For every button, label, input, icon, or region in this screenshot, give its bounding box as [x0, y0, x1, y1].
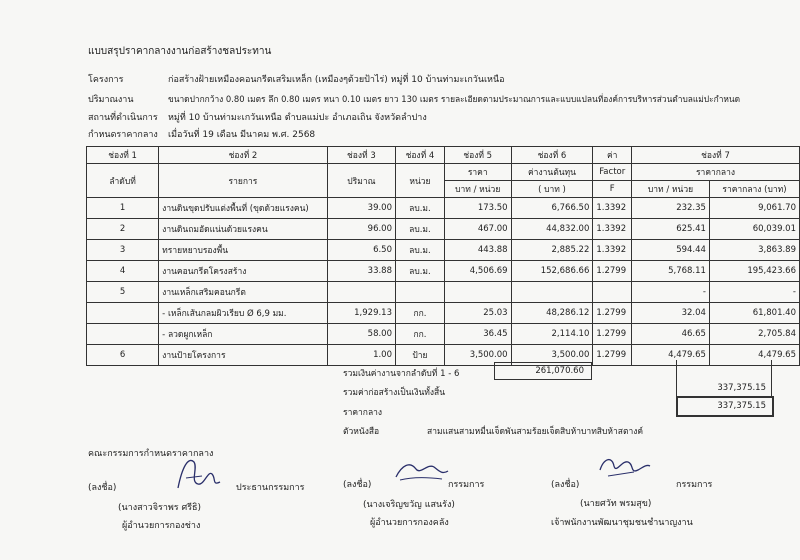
- project-label: โครงการ: [88, 75, 124, 85]
- cost-cell: 2,114.10: [511, 324, 593, 345]
- cost-cell: 44,832.00: [511, 219, 593, 240]
- cost-cell: [511, 282, 593, 303]
- header-item: รายการ: [159, 164, 328, 198]
- item-cell: งานดินถมอัดแน่นด้วยแรงคน: [159, 219, 328, 240]
- order-cell: 6: [87, 345, 159, 366]
- project-value: ก่อสร้างฝ้ายเหมืองคอนกรีตเสริมเหล็ก (เหมืองๆต้วยป้าไร่) หมู่ที่ 10 บ้านท่ามะเกวันเหนือ: [168, 75, 505, 85]
- order-cell: 5: [87, 282, 159, 303]
- chairman-sign-label: (ลงชื่อ): [88, 483, 117, 493]
- member2-name: (นายศวัท พรมสุข): [580, 499, 652, 509]
- date-label: กำหนดราคากลาง: [88, 130, 158, 140]
- price-cell: 4,506.69: [444, 261, 511, 282]
- factor-cell: 1.3392: [593, 198, 632, 219]
- col-header-6: ช่องที่ 6: [511, 147, 593, 164]
- order-cell: [87, 324, 159, 345]
- quantity-cell: 1,929.13: [327, 303, 395, 324]
- col-header-1: ช่องที่ 1: [87, 147, 159, 164]
- header-median-price: ราคากลาง: [632, 164, 800, 181]
- median-unit-cell: 5,768.11: [632, 261, 710, 282]
- quantity-cell: 58.00: [327, 324, 395, 345]
- table-row: [87, 261, 800, 282]
- cost-cell: 48,286.12: [511, 303, 593, 324]
- quantity-cell: 1.00: [327, 345, 395, 366]
- median-total-cell: 2,705.84: [709, 324, 799, 345]
- median-unit-cell: -: [632, 282, 710, 303]
- member2-role: กรรมการ: [676, 480, 713, 490]
- median-unit-cell: 46.65: [632, 324, 710, 345]
- total-column-box: [676, 360, 772, 397]
- document-title: แบบสรุปราคากลางงานก่อสร้างชลประทาน: [88, 46, 272, 57]
- chairman-role: ประธานกรรมการ: [236, 483, 305, 493]
- median-total-cell: 60,039.01: [709, 219, 799, 240]
- quantity-value: ขนาดปากกว้าง 0.80 เมตร ลึก 0.80 เมตร หนา 0.10 เมตร ยาว 130 เมตร รายละเอียดตามประมาณการและแบบแปลนที่องค์การบริหารส่วนตำบลแม่ปะกำหนด: [168, 94, 741, 104]
- item-cell: - ลวดผูกเหล็ก: [159, 324, 328, 345]
- chairman-name: (นางสาวจิราพร ศรีธิ): [118, 503, 202, 513]
- total-value: 337,375.15: [717, 383, 766, 393]
- quantity-cell: 39.00: [327, 198, 395, 219]
- order-cell: 1: [87, 198, 159, 219]
- header-factor-f: F: [593, 181, 632, 198]
- unit-cell: ลบ.ม.: [396, 240, 445, 261]
- words-value: สามแสนสามหมื่นเจ็ดพันสามร้อยเจ็ดสิบห้าบาทสิบห้าสตางค์: [427, 427, 644, 437]
- factor-cell: 1.2799: [593, 324, 632, 345]
- table-row: [87, 303, 800, 324]
- median-total-cell: 195,423.66: [709, 261, 799, 282]
- header-quantity: ปริมาณ: [327, 164, 395, 198]
- col-header-factor: ค่า: [593, 147, 632, 164]
- date-value: เมื่อวันที่ 19 เดือน มีนาคม พ.ศ. 2568: [168, 130, 316, 140]
- order-cell: 4: [87, 261, 159, 282]
- median-unit-cell: 594.44: [632, 240, 710, 261]
- committee-heading: คณะกรรมการกำหนดราคากลาง: [88, 449, 214, 459]
- median-total-cell: 9,061.70: [709, 198, 799, 219]
- table-row: [87, 219, 800, 240]
- price-cell: 173.50: [444, 198, 511, 219]
- col-header-2: ช่องที่ 2: [159, 147, 328, 164]
- order-cell: 2: [87, 219, 159, 240]
- factor-cell: [593, 282, 632, 303]
- unit-cell: ป้าย: [396, 345, 445, 366]
- sum-value: 261,070.60: [535, 366, 584, 376]
- table-body: [87, 198, 800, 366]
- quantity-cell: 96.00: [327, 219, 395, 240]
- price-cell: [444, 282, 511, 303]
- order-cell: 3: [87, 240, 159, 261]
- median-total-cell: 4,479.65: [709, 345, 799, 366]
- unit-cell: [396, 282, 445, 303]
- header-unit: หน่วย: [396, 164, 445, 198]
- header-price: ราคา: [444, 164, 511, 181]
- signature-member-1: [392, 455, 452, 485]
- header-order: ลำดับที่: [87, 164, 159, 198]
- header-row-a: [87, 164, 800, 181]
- quantity-cell: 6.50: [327, 240, 395, 261]
- median-unit-cell: 232.35: [632, 198, 710, 219]
- header-factor: Factor: [593, 164, 632, 181]
- signature-member-2: [594, 452, 654, 482]
- median-value: 337,375.15: [717, 401, 766, 411]
- chairman-position: ผู้อำนวยการกองช่าง: [122, 521, 201, 531]
- quantity-cell: [327, 282, 395, 303]
- header-cost: ค่างานต้นทุน: [511, 164, 593, 181]
- cost-cell: 3,500.00: [511, 345, 593, 366]
- factor-cell: 1.3392: [593, 219, 632, 240]
- member2-position: เจ้าพนักงานพัฒนาชุมชนชำนาญงาน: [551, 518, 693, 528]
- median-total-cell: 3,863.89: [709, 240, 799, 261]
- table-row: [87, 282, 800, 303]
- header-median-unit: บาท / หน่วย: [632, 181, 710, 198]
- total-label: รวมค่าก่อสร้างเป็นเงินทั้งสิ้น: [343, 388, 446, 398]
- price-cell: 3,500.00: [444, 345, 511, 366]
- member1-position: ผู้อำนวยการกองคลัง: [370, 518, 449, 528]
- price-cell: 467.00: [444, 219, 511, 240]
- col-header-5: ช่องที่ 5: [444, 147, 511, 164]
- median-label: ราคากลาง: [343, 408, 383, 418]
- cost-cell: 6,766.50: [511, 198, 593, 219]
- location-value: หมู่ที่ 10 บ้านท่ามะเกวันเหนือ ตำบลแม่ปะ อำเภอเถิน จังหวัดลำปาง: [168, 113, 427, 123]
- signature-chairman: [168, 448, 228, 494]
- unit-cell: ลบ.ม.: [396, 198, 445, 219]
- member1-sign-label: (ลงชื่อ): [343, 480, 372, 490]
- price-cell: 443.88: [444, 240, 511, 261]
- factor-cell: 1.2799: [593, 345, 632, 366]
- item-cell: ทรายหยาบรองพื้น: [159, 240, 328, 261]
- column-number-row: [87, 147, 800, 164]
- location-label: สถานที่ดำเนินการ: [88, 113, 158, 123]
- col-header-7: ช่องที่ 7: [632, 147, 800, 164]
- member1-role: กรรมการ: [448, 480, 485, 490]
- unit-cell: กก.: [396, 324, 445, 345]
- price-cell: 36.45: [444, 324, 511, 345]
- item-cell: งานคอนกรีตโครงสร้าง: [159, 261, 328, 282]
- quantity-cell: 33.88: [327, 261, 395, 282]
- table-row: [87, 240, 800, 261]
- header-price-unit: บาท / หน่วย: [444, 181, 511, 198]
- words-label: ตัวหนังสือ: [343, 427, 380, 437]
- header-median-total: ราคากลาง (บาท): [709, 181, 799, 198]
- unit-cell: กก.: [396, 303, 445, 324]
- item-cell: - เหล็กเส้นกลมผิวเรียบ Ø 6,9 มม.: [159, 303, 328, 324]
- item-cell: งานดินขุดปรับแต่งพื้นที่ (ขุดด้วยแรงคน): [159, 198, 328, 219]
- member1-name: (นางเจริญขวัญ แสนรัง): [363, 500, 455, 510]
- factor-cell: 1.2799: [593, 303, 632, 324]
- factor-cell: 1.3392: [593, 240, 632, 261]
- unit-cell: ลบ.ม.: [396, 219, 445, 240]
- bill-of-quantities-table: [86, 146, 800, 366]
- header-cost-unit: ( บาท ): [511, 181, 593, 198]
- table-row: [87, 198, 800, 219]
- factor-cell: 1.2799: [593, 261, 632, 282]
- col-header-4: ช่องที่ 4: [396, 147, 445, 164]
- order-cell: [87, 303, 159, 324]
- col-header-3: ช่องที่ 3: [327, 147, 395, 164]
- member2-sign-label: (ลงชื่อ): [551, 480, 580, 490]
- unit-cell: ลบ.ม.: [396, 261, 445, 282]
- sum-label: รวมเงินค่างานจากลำดับที่ 1 - 6: [343, 369, 460, 379]
- item-cell: งานเหล็กเสริมคอนกรีต: [159, 282, 328, 303]
- median-unit-cell: 625.41: [632, 219, 710, 240]
- median-unit-cell: 4,479.65: [632, 345, 710, 366]
- cost-cell: 2,885.22: [511, 240, 593, 261]
- item-cell: งานป้ายโครงการ: [159, 345, 328, 366]
- price-cell: 25.03: [444, 303, 511, 324]
- quantity-label: ปริมาณงาน: [88, 95, 134, 105]
- table-row: [87, 324, 800, 345]
- median-total-cell: -: [709, 282, 799, 303]
- median-unit-cell: 32.04: [632, 303, 710, 324]
- cost-cell: 152,686.66: [511, 261, 593, 282]
- median-total-cell: 61,801.40: [709, 303, 799, 324]
